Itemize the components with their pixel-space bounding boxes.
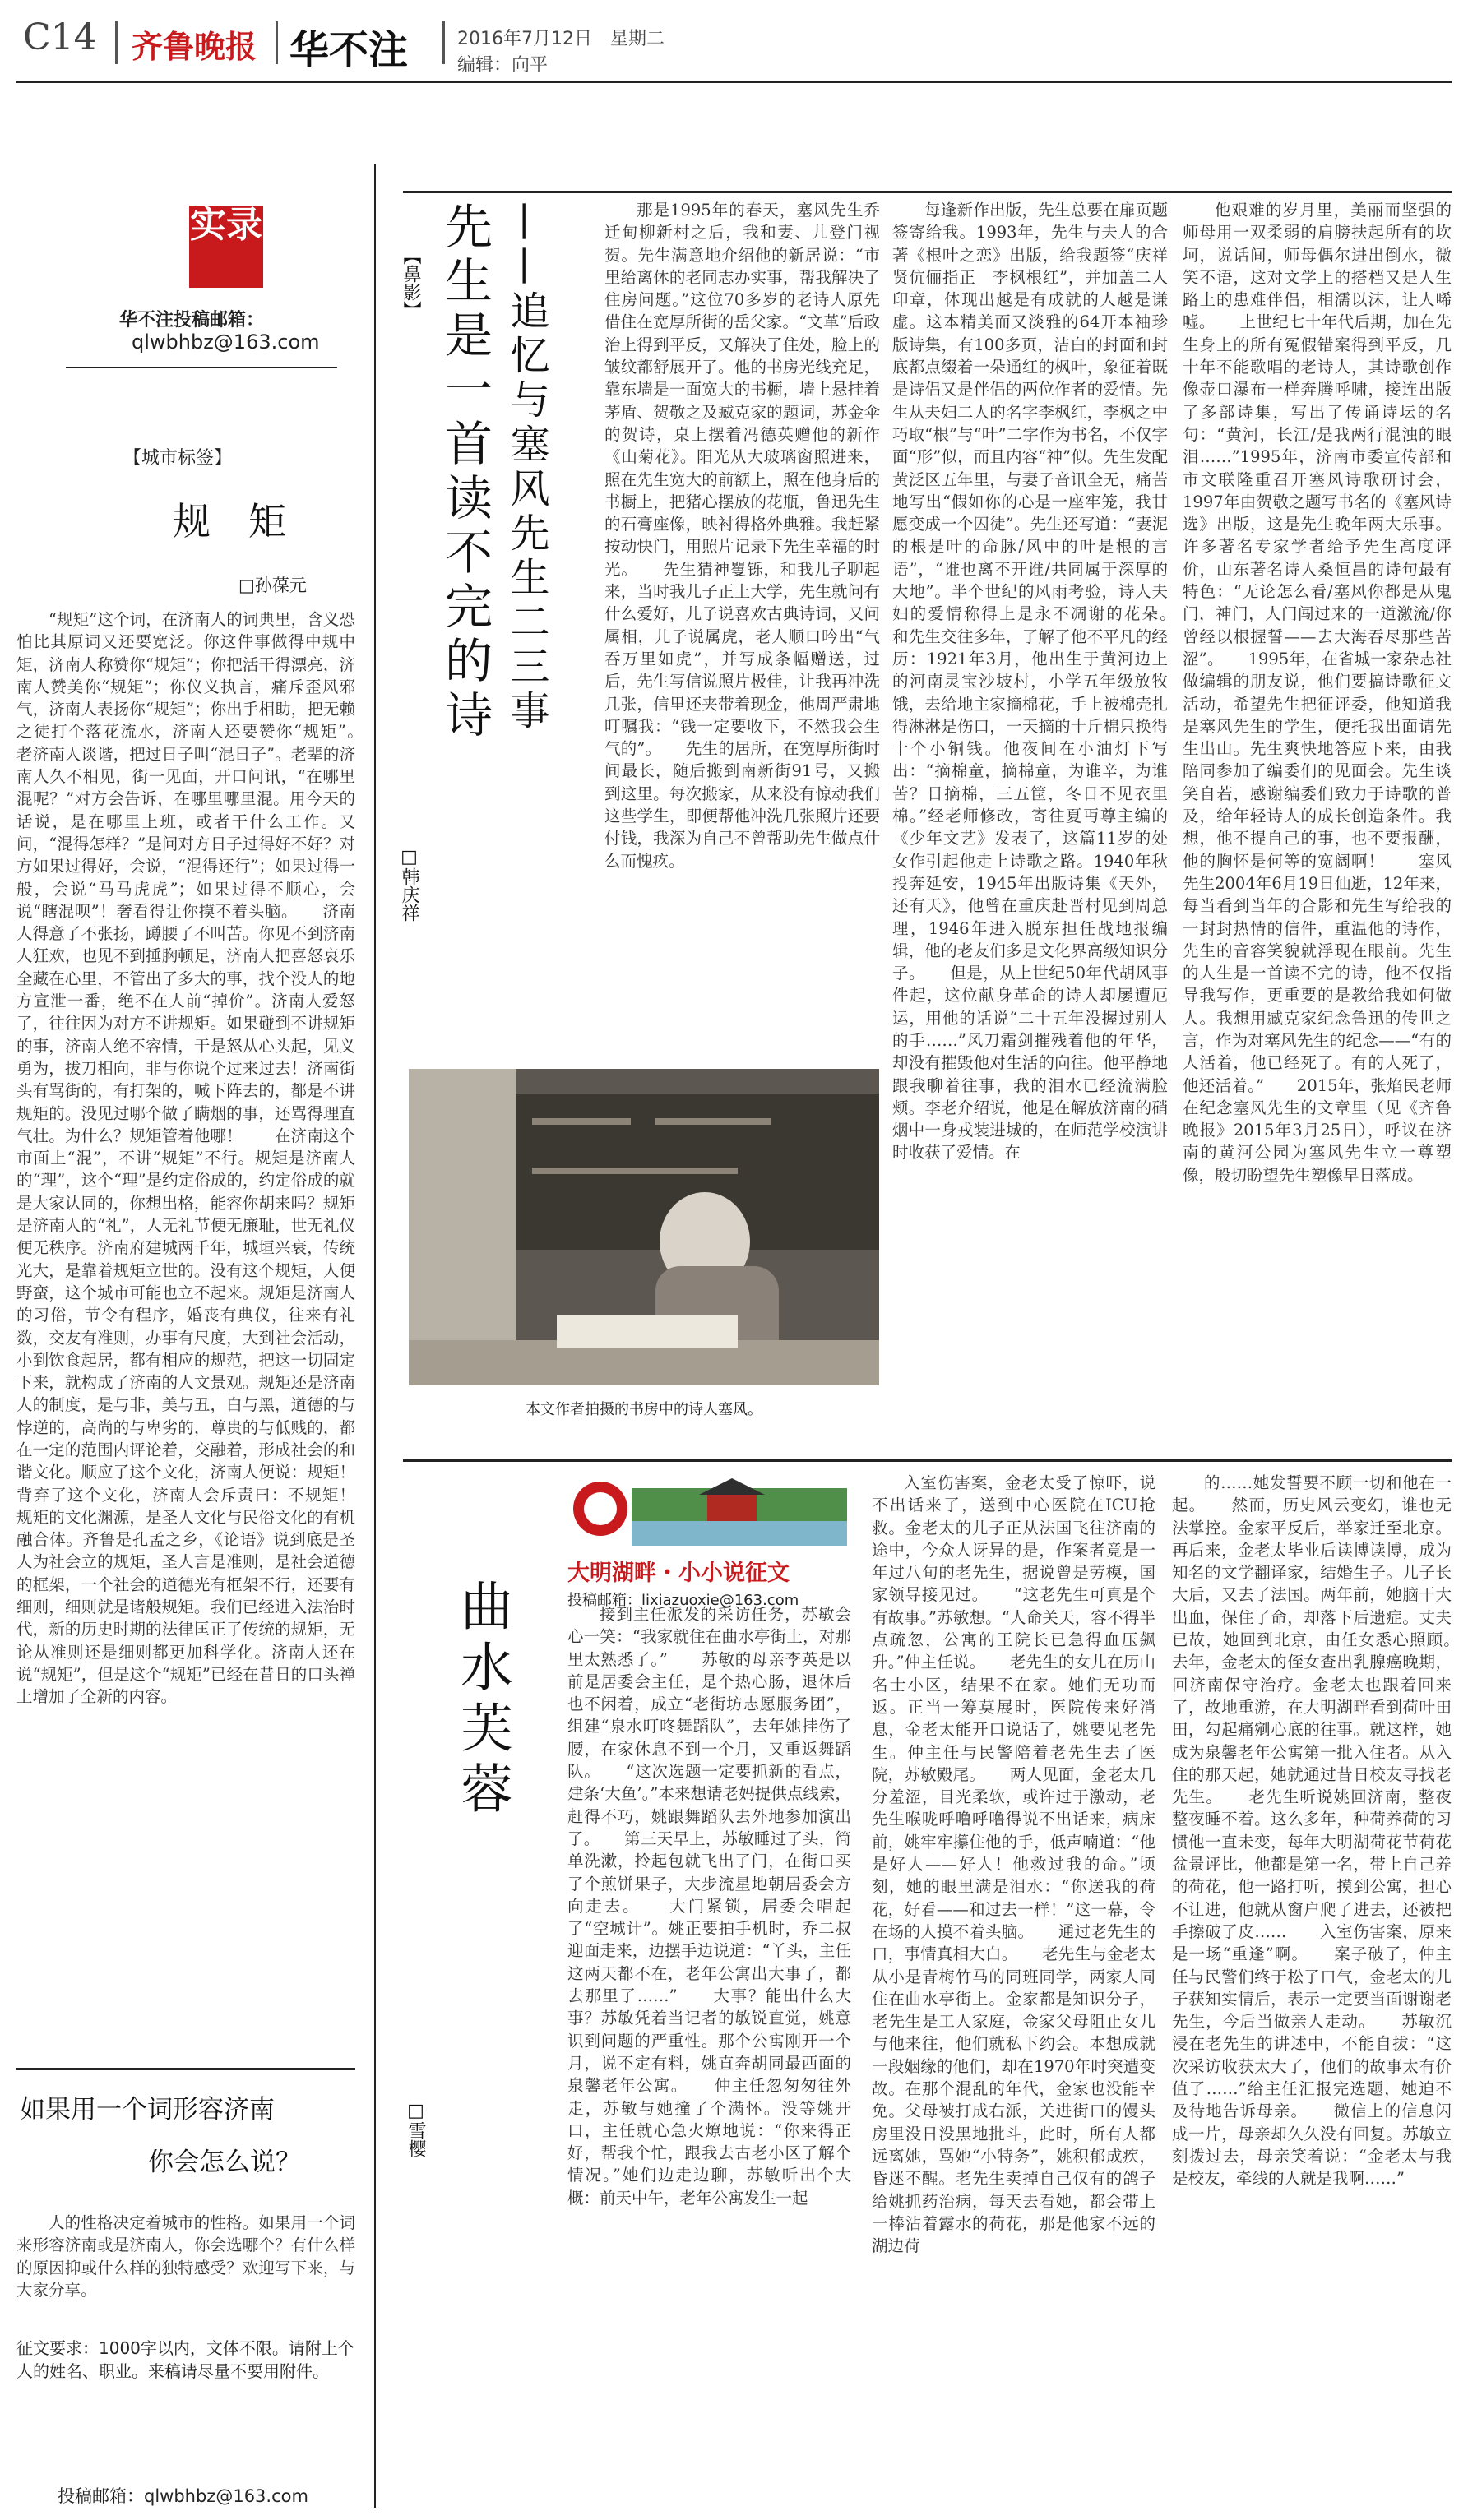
article-author: □雪樱: [405, 2101, 426, 2157]
banner-email-value: lixiazuoxie@163.com: [641, 1592, 799, 1609]
column-rule: [66, 367, 337, 368]
page-number: C14: [23, 16, 97, 58]
contest-banner: [567, 1472, 851, 1609]
article-body: “规矩”这个词，在济南人的词典里，含义恐怕比其原词又还要宽泛。你这件事做得中规中矩，济南人称赞你“规矩”；你把活干得漂亮，济南人赞美你“规矩”；你仪义执言，痛斥歪风邪气，济南人表扬你“规矩”；你出手相助，把无赖之徒打个落花流水，济南人还要赞你“规矩”。 老济南人谈谐，把过日子叫“混日子”。老辈的济南人久不相见，街一见面，开口问讯，“在哪里混呢？”对方会告诉，在哪里哪里混。用今天的话说，是在哪里上班，或者干什么工作。又问，“混得怎样？”是问对方日子过得好不好？对方如果过得好，会说，“混得还行”；如果过得一般，会说“马马虎虎”；如果过得不顺心，会说“瞎混呗”！奢看得让你摸不着头脑。 济南人得意了不张扬，蹲腰了不叫苦。你见不到济南人狂欢，也见不到捶胸顿足，济南人把喜怒哀乐全藏在心里，不管出了多大的事，找个没人的地方宣泄一番，绝不在人前“掉价”。济南人爱怒了，往往因为对方不讲规矩。如果碰到不讲规矩的事，济南人绝不容情，于是怒从心头起，见义勇为，拔刀相向，非与你说个过来过去！济南街头有骂街的，有打架的，喊下阵去的，都是不讲规矩的。没见过哪个做了瞒烟的事，还骂得理直气壮。为什么？规矩管着他哪！ 在济南这个市面上“混”，不讲“规矩”不行。规矩是济南人的“理”，这个“理”是约定俗成的，约定俗成的就是大家认同的，你想出格，能容你胡来吗？规矩是济南人的“礼”，人无礼节便无廉耻，世无礼仪便无秩序。济南府建城两千年，城垣兴衰，传统光大，是靠着规矩立世的。没有这个规矩，人便野蛮，这个城市可能也立不起来。规矩是济南人的习俗，节令有程序，婚丧有典仪，往来有礼数，交友有准则，办事有尺度，大到社会活动，小到饮食起居，都有相应的规范，把这一切固定下来，就构成了济南的人文景观。规矩还是济南人的制度，是与非，美与丑，白与黑，道德的与悖逆的，高尚的与卑劣的，尊贵的与低贱的，都在一定的范围内评论着，交融着，形成社会的和谐文化。顺应了这个文化，济南人便说：规矩！背弃了这个文化，济南人会斥责曰：不规矩！ 规矩的文化渊源，是圣人文化与民俗文化的有机融合体。齐鲁是孔孟之乡，《论语》说到底是圣人为社会立的规矩，圣人言是准则，是社会道德的框架，一个社会的道德光有框架不行，还要有细则，细则就是诸般规矩。我们已经进入法治时代，新的历史时期的法律匡正了传统的规矩，无论从准则还是细则都更加科学化。济南人还在说“规矩”，但是这个“规矩”已经在昔日的口头禅上增加了全新的内容。: [16, 610, 355, 1707]
kicker: 【鼻影】: [401, 247, 421, 319]
photo-poet-in-study: [409, 1069, 879, 1385]
solicit-email-label: 投稿邮箱：: [58, 2486, 144, 2506]
bottom-article-rule: [403, 1459, 1452, 1462]
banner-email-label: 投稿邮箱：: [567, 1592, 641, 1609]
header-divider: [442, 21, 445, 64]
article-photo: [409, 1069, 879, 1385]
article-column-1: 那是1995年的春天，塞风先生乔迁甸柳新村之后，我和妻、儿登门视贺。先生满意地介绍他的新居说：“市里给离休的老同志办实事，帮我解决了住房问题。”这位70多岁的老诗人原先借住在宽厚所街的岳父家。“文革”后政治上得到平反，又解决了住处，脸上的皱纹都舒展开了。他的书房光线充足，靠东墙是一面宽大的书橱，墙上悬挂着茅盾、贺敬之及臧克家的题词，苏金伞的贺诗，桌上摆着冯德英赠他的新作《山菊花》。阳光从大玻璃窗照进来，照在先生宽大的前额上，照在他身后的书橱上，把猪心摆放的花瓶，鲁迅先生的石膏座像，映衬得格外典雅。我赶紧按动快门，用照片记录下先生幸福的时光。 先生猜神矍铄，和我儿子聊起来，当时我儿子正上大学，先生就问有什么爱好，儿子说喜欢古典诗词，又问属相，儿子说属虎，老人顺口吟出“气吞万里如虎”，并写成条幅赠送，过后，先生写信说照片极佳，让我再冲洗几张，信里还夹带着现金，他周严肃地叮嘱我：“钱一定要收下，不然我会生气的”。 先生的居所，在宽厚所街时间最长，随后搬到南新街91号，又搬到这里。每次搬家，从来没有惊动我们这些学生，即便帮他冲洗几张照片还要付钱，我深为自己不曾帮助先生做点什么而愧疚。: [604, 201, 880, 871]
contact-label: 华不注投稿邮箱：: [119, 310, 265, 331]
article-title: 曲水芙蓉: [452, 1579, 512, 1822]
solicit-email-value: qlwbhbz@163.com: [144, 2486, 308, 2506]
solicit-subtitle: 你会怎么说？: [148, 2148, 301, 2177]
article-subtitle: ——追忆与塞风先生二三事: [503, 201, 549, 734]
solicit-title: 如果用一个词形容济南: [20, 2095, 275, 2125]
article-author: □韩庆祥: [399, 847, 419, 922]
column-divider: [374, 164, 376, 2508]
top-article-rule: [403, 191, 1452, 193]
article-column-3: 的……她发誓要不顾一切和他在一起。 然而，历史风云变幻，谁也无法掌控。金家平反后，举家迁至北京。再后来，金老太毕业后读博读博，成为知名的文学翻译家，结婚生子。儿子长大后，又去了法国。两年前，她脑干大出血，保住了命，却落下后遗症。丈夫已故，她回到北京，由任女悉心照顾。 去年，金老太的侄女查出乳腺癌晚期，回济南保守治疗。金老太也跟着回来了，故地重游，在大明湖畔看到荷叶田田，勾起痛剜心底的往事。就这样，她成为泉馨老年公寓第一批入住者。从入住的那天起，她就通过昔日校友寻找老先生。 老先生听说姚回济南，整夜整夜睡不着。这么多年，种荷养荷的习惯他一直未变，每年大明湖荷花节荷花盆景评比，他都是第一名，带上自己养的荷花，他一路打听，摸到公寓，担心不让进，他就从窗户爬了进去，还被把手擦破了皮…… 入室伤害案，原来是一场“重逢”啊。 案子破了，仲主任与民警们终于松了口气，金老太的儿子获知实情后，表示一定要当面谢谢老先生，今后当做亲人走动。 苏敏沉浸在老先生的讲述中，不能自拔：“这次采访收获太大了，他们的故事太有价值了……”给主任汇报完选题，她迫不及待地告诉母亲。 微信上的信息闪成一片，母亲却久久没有回复。苏敏立刻拨过去，母亲笑着说：“金老太与我是校友，牵线的人就是我啊……”: [1172, 1473, 1452, 2189]
article-column-2: 每逢新作出版，先生总要在扉页题签寄给我。1993年，先生与夫人的合著《根叶之恋》出版，给我题签“庆祥贤伉俪指正 李枫根红”，并加盖二人印章，体现出越是有成就的人越是谦虚。这本精美而又淡雅的64开本袖珍版诗集，有100多页，洁白的封面和封底都点缀着一朵通红的枫叶，象征着既是诗侣又是伴侣的两位作者的爱情。先生从夫妇二人的名字李枫红，李枫之中巧取“根”与“叶”二字作为书名，不仅字面“形”似，而且内容“神”似。先生发配黄泛区五年里，与妻子音讯全无，痛苦地写出“假如你的心是一座牢笼，我甘愿变成一个囚徒”。先生还写道：“妻泥的根是叶的命脉/风中的叶是根的言语”，“谁也离不开谁/共同属于深厚的大地”。半个世纪的风雨考验，诗人夫妇的爱情称得上是永不凋谢的花朵。 和先生交往多年，了解了他不平凡的经历：1921年3月，他出生于黄河边上的河南灵宝沙坡村，小学五年级放牧饿，去给地主家摘棉花，手上被棉壳扎得淋淋是伤口，一天摘的十斤棉只换得十个小铜钱。他夜间在小油灯下写出：“摘棉童，摘棉童，为谁辛，为谁苦？日摘棉，三五筐，冬日不见衣里棉。”经老师修改，寄往夏丏尊主编的《少年文艺》发表了，这篇11岁的处女作引起他走上诗歌之路。1940年秋投奔延安，1945年出版诗集《天外，还有天》，他曾在重庆赴晋村见到周总理，1946年进入脱东担任战地报编辑，他的老友们多是文化界高级知识分子。 但是，从上世纪50年代胡风事件起，这位献身革命的诗人却屡遭厄运，用他的话说“二十五年没握过别人的手……”风刀霜剑摧残着他的年华，却没有摧毁他对生活的向往。他平静地跟我聊着往事，我的泪水已经流满脸颊。李老介绍说，他是在解放济南的硝烟中一身戎装进城的，在师范学校演讲时收获了爱情。在: [892, 201, 1168, 1163]
lake-landscape-icon: [567, 1472, 851, 1550]
city-tag: 【城市标签】: [123, 448, 233, 469]
article-column-1: 接到主任派发的采访任务，苏敏会心一笑：“我家就住在曲水亭街上，对那里太熟悉了。” 苏敏的母亲李英是以前是居委会主任，是个热心肠，退休后也不闲着，成立“老街坊志愿服务团”，组建“泉水叮咚舞蹈队”，去年她挂伤了腰，在家休息不到一个月，又重返舞蹈队。 “这次选题一定要抓新的看点，建条‘大鱼’。”本来想请老妈提供点线索，赶得不巧，姚跟舞蹈队去外地参加演出了。 第三天早上，苏敏睡过了头，简单洗漱，拎起包就飞出了门，在街口买了个煎饼果子，大步流星地朝居委会方向走去。 大门紧锁，居委会唱起了“空城计”。姚正要拍手机时，乔二叔迎面走来，边摆手边说道：“丫头，主任这两天都不在，老年公寓出大事了，都去那里了……” 大事？能出什么大事？苏敏凭着当记者的敏锐直觉，姚意识到问题的严重性。那个公寓刚开一个月，说不定有料，姚直奔胡同最西面的泉馨老年公寓。 仲主任忽匆匆往外走，苏敏与她撞了个满怀。没等姚开口，主任就心急火燎地说：“你来得正好，帮我个忙，跟我去古老小区了解个情况。”她们边走边聊，苏敏听出个大概：前天中午，老年公寓发生一起: [567, 1605, 851, 2208]
article-author: □孙葆元: [238, 576, 307, 595]
photo-caption: 本文作者拍摄的书房中的诗人塞风。: [526, 1401, 762, 1418]
article-column-3: 他艰难的岁月里，美丽而坚强的师母用一双柔弱的肩膀扶起所有的坎坷，说话间，师母偶尔进出倒水，微笑不语，这对文学上的搭档又是人生路上的患难伴侣，相濡以沫，让人唏嘘。 上世纪七十年代后期，加在先生身上的所有冤假错案得到平反，几十年不能歌唱的老诗人，其诗歌创作像壶口瀑布一样奔腾呼啸，接连出版了多部诗集，写出了传诵诗坛的名句：“黄河，长江/是我两行混浊的眼泪……”1995年，济南市委宣传部和市文联隆重召开塞风诗歌研讨会，1997年由贺敬之题写书名的《塞风诗选》出版，这是先生晚年两大乐事。许多著名专家学者给予先生高度评价，山东著名诗人桑恒昌的诗句最有特色：“无论怎么看/塞风你都是从鬼门，神门，人门闯过来的一道激流/你曾经以根握誓——去大海吞尽那些苦涩”。 1995年，在省城一家杂志社做编辑的朋友说，他们要搞诗歌征文活动，希望先生把征评委，他知道我是塞风先生的学生，便托我出面请先生出山。先生爽快地答应下来，由我陪同参加了编委们的见面会。先生谈笑自若，感谢编委们致力于诗歌的普及，给年轻诗人的成长创造条件。我想，他不提自己的事，也不要报酬，他的胸怀是何等的宽阔啊！ 塞风先生2004年6月19日仙逝，12年来，每当看到当年的合影和先生写给我的一封封热情的信件，重温他的诗作，先生的音容笑貌就浮现在眼前。先生的人生是一首读不完的诗，他不仅指导我写作，更重要的是教给我如何做人。我想用臧克家纪念鲁迅的传世之言，作为对塞风先生的纪念——“有的人活着，他已经死了。有的人死了，他还活着。” 2015年，张焰民老师在纪念塞风先生的文章里（见《齐鲁晚报》2015年3月25日），呼议在济南的黄河公园为塞风先生立一尊塑像，殷切盼望先生塑像早日落成。: [1183, 201, 1452, 1185]
header-divider: [276, 21, 278, 64]
solicit-email: [58, 2483, 308, 2508]
editor-credit: 编辑：向平: [457, 55, 549, 76]
column-stamp: 实录: [189, 206, 263, 288]
banner-title: 大明湖畔・小小说征文: [567, 1561, 790, 1586]
article-title: 规 矩: [173, 499, 286, 543]
solicit-rule: [16, 2068, 355, 2070]
contact-email: qlwbhbz@163.com: [132, 331, 320, 354]
header-rule: [16, 81, 1452, 83]
section-title: 华不注: [289, 27, 409, 73]
solicit-text: 人的性格决定着城市的性格。如果用一个词来形容济南或是济南人，你会选哪个？有什么样的原因抑或什么样的独特感受？欢迎写下来，与大家分享。: [16, 2213, 355, 2300]
article-title: 先生是一首读不完的诗: [437, 201, 493, 744]
newspaper-logo: 齐鲁晚报: [132, 28, 257, 65]
solicit-requirements: 征文要求：1000字以内，文体不限。请附上个人的姓名、职业。来稿请尽量不要用附件。: [16, 2338, 354, 2381]
header-divider: [115, 21, 118, 64]
issue-date: 2016年7月12日 星期二: [457, 29, 665, 49]
article-column-2: 入室伤害案，金老太受了惊吓，说不出话来了，送到中心医院在ICU抢救。金老太的儿子正从法国飞往济南的途中，今众人讶异的是，作案者竟是一年过八旬的老先生，据说曾是劳模，国家领导接见过。 “这老先生可真是个有故事。”苏敏想。“人命关天，容不得半点疏忽，公寓的王院长已急得血压飙升。”仲主任说。 老先生的女儿在历山名士小区，结果不在家。她们无功而返。正当一筹莫展时，医院传来好消息，金老太能开口说话了，姚要见老先生。仲主任与民警陪着老先生去了医院，苏敏殿尾。 两人见面，金老太几分羞涩，目光柔软，或许过于激动，老先生喉咙呼噜呼噜得说不出话来，病床前，姚牢牢攥住他的手，低声喃道：“他是好人——好人！他救过我的命。”顷刻，她的眼里满是泪水：“你送我的荷花，好看——和过去一样！”这一幕，令在场的人摸不着头脑。 通过老先生的口，事情真相大白。 老先生与金老太从小是青梅竹马的同班同学，两家人同住在曲水亭街上。金家都是知识分子，老先生是工人家庭，金家父母阻止女儿与他来往，他们就私下约会。本想成就一段姻缘的他们，却在1970年时突遭变故。在那个混乱的年代，金家也没能幸免。父母被打成右派，关进街口的馒头房里没日没黑地批斗，此时，所有人都远离她，骂她“小特务”，姚积郁成疾，昏迷不醒。老先生卖掉自己仅有的鸽子给姚抓药治病，每天去看她，都会带上一棒沾着露水的荷花，那是他家不远的湖边荷: [872, 1473, 1155, 2256]
